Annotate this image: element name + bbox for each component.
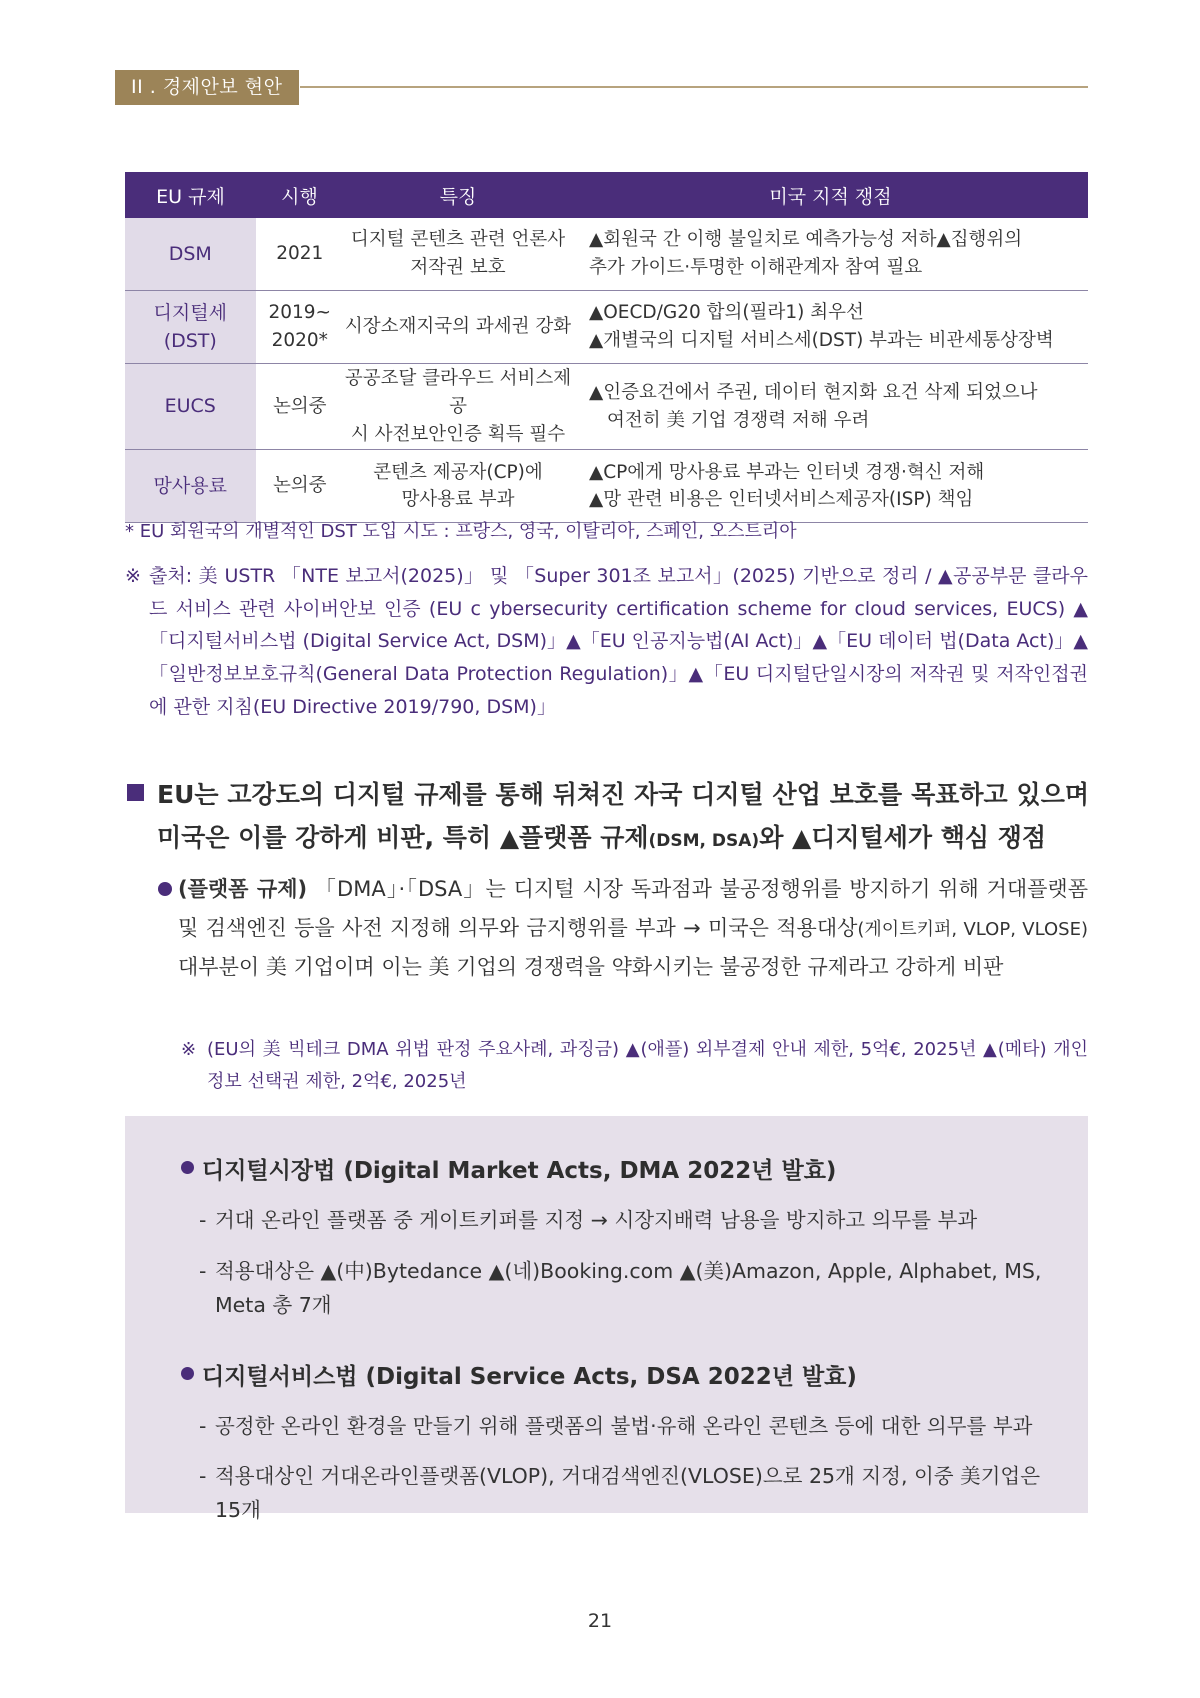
col-header-rule: EU 규제 <box>125 172 256 218</box>
list-item: - 적용대상은 ▲(中)Bytedance ▲(네)Booking.com ▲(美)Amazon, Apple, Alphabet, MS, Meta 총 7개 <box>199 1255 1069 1323</box>
feature-cell: 콘텐츠 제공자(CP)에 망사용료 부과 <box>343 450 573 523</box>
dash-marker: - <box>199 1259 207 1283</box>
table-row <box>125 450 1088 523</box>
reference-mark-icon: ※ <box>125 565 141 587</box>
list-item: - 거대 온라인 플랫폼 중 게이트키퍼를 지정 → 시장지배력 남용을 방지하고 의무를 부과 <box>199 1204 1069 1238</box>
main-bullet <box>127 774 1089 859</box>
platform-regulation-text: (플랫폼 규제) 「DMA」·「DSA」는 디지털 시장 독과점과 불공정행위를 방지하기 위해 거대플랫폼 및 검색엔진 등을 사전 지정해 의무와 금지행위를 부과 → 미국은 적용대상(게이트키퍼, VLOP, VLOSE) 대부분이 美 기업이며 이는 美 기업의 경쟁력을 약화시키는 불공정한 규제라고 강하게 비판 <box>178 877 1089 979</box>
table-row <box>125 291 1088 364</box>
circle-bullet-icon <box>181 1367 194 1380</box>
rule-cell: 망사용료 <box>125 450 256 523</box>
feature-cell: 시장소재지국의 과세권 강화 <box>343 291 573 364</box>
dash-marker: - <box>199 1414 207 1438</box>
table-footnote: * EU 회원국의 개별적인 DST 도입 시도 : 프랑스, 영국, 이탈리아, 스페인, 오스트리아 <box>125 521 797 542</box>
col-header-issue: 미국 지적 쟁점 <box>573 172 1088 218</box>
dma-case-note <box>181 1034 1088 1097</box>
rule-cell: EUCS <box>125 364 256 450</box>
issue-cell: ▲회원국 간 이행 불일치로 예측가능성 저하▲집행위의 추가 가이드·투명한 이해관계자 참여 필요 <box>573 218 1088 291</box>
list-item: - 적용대상인 거대온라인플랫폼(VLOP), 거대검색엔진(VLOSE)으로 25개 지정, 이중 美기업은 15개 <box>199 1460 1069 1528</box>
dash-marker: - <box>199 1208 207 1232</box>
page-number: 21 <box>587 1610 613 1632</box>
rule-cell: 디지털세 (DST) <box>125 291 256 364</box>
circle-bullet-icon <box>158 882 172 896</box>
year-cell: 논의중 <box>256 450 343 523</box>
circle-bullet-icon <box>181 1161 194 1174</box>
issue-cell: ▲인증요건에서 주권, 데이터 현지화 요건 삭제 되었으나 여전히 美 기업 경쟁력 저해 우려 <box>573 364 1088 450</box>
dash-marker: - <box>199 1464 207 1488</box>
dma-heading: 디지털시장법 (Digital Market Acts, DMA 2022년 발효) <box>181 1152 836 1185</box>
case-note-text: (EU의 美 빅테크 DMA 위법 판정 주요사례, 과징금) ▲(애플) 외부결제 안내 제한, 5억€, 2025년 ▲(메타) 개인 정보 선택권 제한, 2억€, 2025년 <box>207 1039 1088 1092</box>
year-cell: 2021 <box>256 218 343 291</box>
reference-mark-icon: ※ <box>181 1039 197 1060</box>
list-item: - 공정한 온라인 환경을 만들기 위해 플랫폼의 불법·유해 온라인 콘텐츠 등에 대한 의무를 부과 <box>199 1410 1069 1444</box>
eu-regulation-table <box>125 172 1088 523</box>
main-bullet-text: EU는 고강도의 디지털 규제를 통해 뒤쳐진 자국 디지털 산업 보호를 목표하고 있으며 미국은 이를 강하게 비판, 특히 ▲플랫폼 규제(DSM, DSA)와 ▲디지털세가 핵심 쟁점 <box>157 780 1089 852</box>
feature-cell: 공공조달 클라우드 서비스제공 시 사전보안인증 획득 필수 <box>343 364 573 450</box>
col-header-year: 시행 <box>256 172 343 218</box>
header-divider <box>300 86 1088 88</box>
table-header-row <box>125 172 1088 218</box>
platform-regulation-bullet <box>158 870 1088 987</box>
source-text: 출처: 美 USTR 「NTE 보고서(2025)」 및 「Super 301조 보고서」(2025) 기반으로 정리 / ▲공공부문 클라우드 서비스 관련 사이버안보 인증 (EU c ybersecurity certification scheme for cloud services, EUCS) ▲「디지털서비스법 (Digital Service Act, DSM)」▲「EU 인공지능법(AI Act)」▲「EU 데이터 법(Data Act)」▲「일반정보보호규칙(General Data Protection Regulation)」▲「EU 디지털단일시장의 저작권 및 저작인접권에 관한 지침(EU Directive 2019/790, DSM)」 <box>149 565 1088 718</box>
feature-cell: 디지털 콘텐츠 관련 언론사 저작권 보호 <box>343 218 573 291</box>
table-row <box>125 218 1088 291</box>
issue-cell: ▲CP에게 망사용료 부과는 인터넷 경쟁·혁신 저해 ▲망 관련 비용은 인터넷서비스제공자(ISP) 책임 <box>573 450 1088 523</box>
issue-cell: ▲OECD/G20 합의(필라1) 최우선 ▲개별국의 디지털 서비스세(DST) 부과는 비관세통상장벽 <box>573 291 1088 364</box>
year-cell: 2019~ 2020* <box>256 291 343 364</box>
section-label: II . 경제안보 현안 <box>115 70 299 105</box>
year-cell: 논의중 <box>256 364 343 450</box>
square-bullet-icon <box>127 784 144 801</box>
rule-cell: DSM <box>125 218 256 291</box>
dma-dsa-summary-box <box>125 1116 1088 1522</box>
col-header-feature: 특징 <box>343 172 573 218</box>
table-row <box>125 364 1088 450</box>
dsa-heading: 디지털서비스법 (Digital Service Acts, DSA 2022년 발효) <box>181 1358 857 1391</box>
source-note <box>125 560 1088 723</box>
